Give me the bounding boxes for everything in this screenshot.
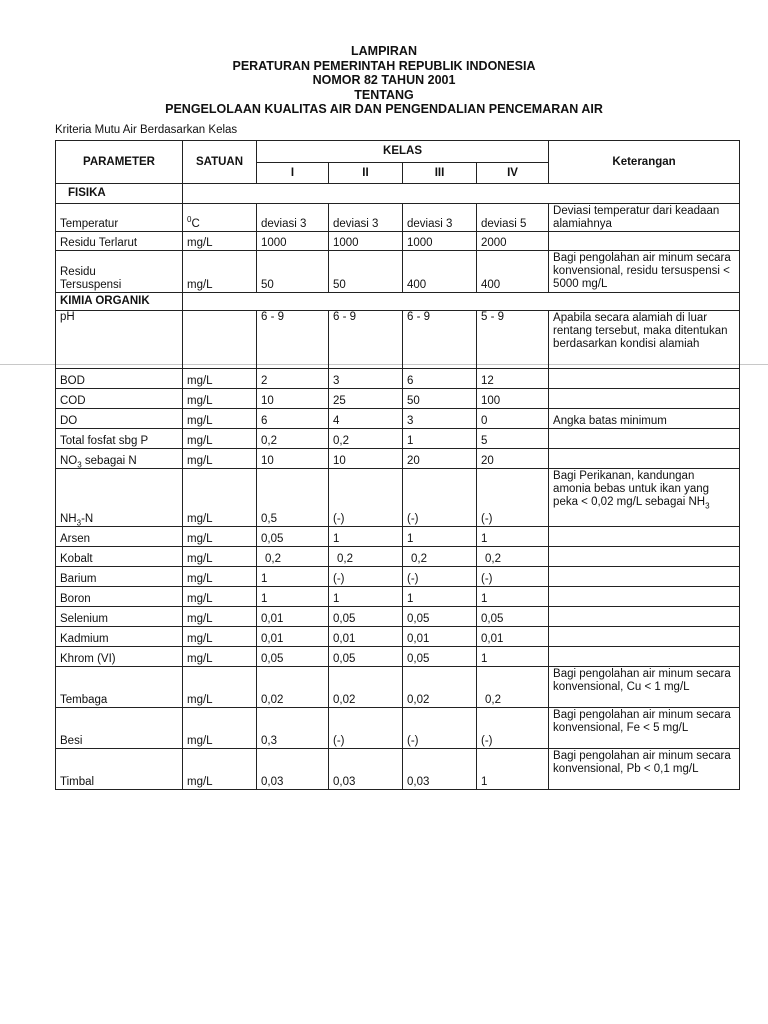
value-cell: 50 xyxy=(329,251,403,293)
value-cell: 0,01 xyxy=(257,607,329,627)
value-cell: deviasi 3 xyxy=(403,204,477,232)
unit-cell: mg/L xyxy=(183,429,257,449)
value-cell: 12 xyxy=(477,369,549,389)
value-cell: 400 xyxy=(403,251,477,293)
value-cell: 3 xyxy=(403,409,477,429)
value-cell: 0,03 xyxy=(257,749,329,790)
table-row xyxy=(56,567,740,587)
note-cell xyxy=(549,607,740,627)
table-caption: Kriteria Mutu Air Berdasarkan Kelas xyxy=(55,124,238,136)
value-cell: 0,2 xyxy=(257,429,329,449)
kelas-3-header: III xyxy=(403,163,477,184)
note-cell xyxy=(549,369,740,389)
value-cell: 3 xyxy=(329,369,403,389)
note-cell xyxy=(549,232,740,251)
value-cell: 20 xyxy=(403,449,477,469)
value-cell: 0,01 xyxy=(329,627,403,647)
note-cell xyxy=(549,449,740,469)
unit-cell: mg/L xyxy=(183,389,257,409)
value-cell: 0,03 xyxy=(329,749,403,790)
unit-cell: mg/L xyxy=(183,449,257,469)
value-cell: 25 xyxy=(329,389,403,409)
param-cell: Residu Tersuspensi xyxy=(56,251,183,293)
value-cell: (-) xyxy=(403,567,477,587)
value-cell: (-) xyxy=(329,708,403,749)
header-subject: PENGELOLAAN KUALITAS AIR DAN PENGENDALIAN PENCEMARAN AIR xyxy=(165,102,603,116)
note-cell xyxy=(549,647,740,667)
water-quality-table xyxy=(55,140,740,790)
value-cell: 1 xyxy=(257,587,329,607)
table-row xyxy=(56,667,740,708)
value-cell: 0,05 xyxy=(329,647,403,667)
unit-cell: mg/L xyxy=(183,567,257,587)
value-cell: 6 xyxy=(403,369,477,389)
value-cell: 1 xyxy=(329,527,403,547)
table-row xyxy=(56,311,740,369)
value-cell: 1 xyxy=(329,587,403,607)
table-row xyxy=(56,647,740,667)
value-cell: 1000 xyxy=(403,232,477,251)
section-label: KIMIA ORGANIK xyxy=(56,293,183,311)
param-cell: COD xyxy=(56,389,183,409)
header-tentang: TENTANG xyxy=(354,87,414,102)
value-cell: 5 - 9 xyxy=(477,311,549,369)
param-cell: Arsen xyxy=(56,527,183,547)
document-header xyxy=(0,44,768,117)
unit-cell: mg/L xyxy=(183,587,257,607)
unit-cell: $^0$C xyxy=(183,204,257,232)
table-row xyxy=(56,587,740,607)
value-cell: 1 xyxy=(257,567,329,587)
unit-cell: mg/L xyxy=(183,469,257,527)
unit-cell: mg/L xyxy=(183,409,257,429)
value-cell: 20 xyxy=(477,449,549,469)
value-cell: 0,3 xyxy=(257,708,329,749)
table-row xyxy=(56,627,740,647)
note-cell: Bagi Perikanan, kandungan amonia bebas untuk ikan yang peka < 0,02 mg/L sebagai $NH_3$ xyxy=(549,469,740,527)
col-header-parameter: PARAMETER xyxy=(56,141,183,184)
note-cell: Bagi pengolahan air minum secara konvensional, Cu < 1 mg/L xyxy=(549,667,740,708)
note-cell xyxy=(549,547,740,567)
value-cell: (-) xyxy=(477,567,549,587)
note-cell xyxy=(549,527,740,547)
section-label: FISIKA xyxy=(56,184,183,204)
value-cell: 0,01 xyxy=(403,627,477,647)
note-cell: Apabila secara alamiah di luar rentang tersebut, maka ditentukan berdasarkan kondisi alamiah xyxy=(549,311,740,369)
value-cell: 6 - 9 xyxy=(257,311,329,369)
note-cell xyxy=(549,567,740,587)
value-cell: 0,05 xyxy=(403,647,477,667)
unit-cell: mg/L xyxy=(183,547,257,567)
value-cell: 50 xyxy=(257,251,329,293)
param-cell: Khrom (VI) xyxy=(56,647,183,667)
note-cell: Angka batas minimum xyxy=(549,409,740,429)
header-regulation: PERATURAN PEMERINTAH REPUBLIK INDONESIA xyxy=(232,58,536,73)
param-cell: Besi xyxy=(56,708,183,749)
value-cell: 5 xyxy=(477,429,549,449)
value-cell: (-) xyxy=(403,708,477,749)
note-cell: Bagi pengolahan air minum secara konvensional, Pb < 0,1 mg/L xyxy=(549,749,740,790)
param-cell: pH xyxy=(56,311,183,369)
value-cell: 0,01 xyxy=(257,627,329,647)
value-cell: 6 - 9 xyxy=(329,311,403,369)
value-cell: deviasi 5 xyxy=(477,204,549,232)
value-cell: 1 xyxy=(477,587,549,607)
value-cell: 1000 xyxy=(257,232,329,251)
table-row xyxy=(56,469,740,527)
param-cell: BOD xyxy=(56,369,183,389)
note-cell: Deviasi temperatur dari keadaan alamiahnya xyxy=(549,204,740,232)
note-cell: Bagi pengolahan air minum secara konvensional, residu tersuspensi < 5000 mg/L xyxy=(549,251,740,293)
value-cell: 2 xyxy=(257,369,329,389)
value-cell: 0,05 xyxy=(257,647,329,667)
kelas-1-header: I xyxy=(257,163,329,184)
value-cell: (-) xyxy=(477,469,549,527)
value-cell: 0,02 xyxy=(329,667,403,708)
value-cell: (-) xyxy=(329,567,403,587)
value-cell: 4 xyxy=(329,409,403,429)
table-row xyxy=(56,708,740,749)
col-header-satuan: SATUAN xyxy=(183,141,257,184)
value-cell: 1 xyxy=(403,527,477,547)
param-cell: Selenium xyxy=(56,607,183,627)
unit-cell: mg/L xyxy=(183,647,257,667)
value-cell: 0,2 xyxy=(257,547,329,567)
value-cell: 0,2 xyxy=(477,667,549,708)
value-cell: 10 xyxy=(329,449,403,469)
value-cell: deviasi 3 xyxy=(257,204,329,232)
unit-cell: mg/L xyxy=(183,251,257,293)
table-row xyxy=(56,607,740,627)
table-row xyxy=(56,251,740,293)
param-cell: $NH_3-N$ xyxy=(56,469,183,527)
table-row xyxy=(56,749,740,790)
note-cell xyxy=(549,587,740,607)
value-cell: deviasi 3 xyxy=(329,204,403,232)
value-cell: 0,5 xyxy=(257,469,329,527)
param-cell: $NO_3$ sebagai N xyxy=(56,449,183,469)
unit-cell: mg/L xyxy=(183,232,257,251)
value-cell: 0,05 xyxy=(329,607,403,627)
value-cell: 2000 xyxy=(477,232,549,251)
unit-cell: mg/L xyxy=(183,607,257,627)
param-cell: Timbal xyxy=(56,749,183,790)
value-cell: 6 xyxy=(257,409,329,429)
value-cell: 0,2 xyxy=(477,547,549,567)
unit-cell: mg/L xyxy=(183,667,257,708)
table-row xyxy=(56,389,740,409)
table-row xyxy=(56,449,740,469)
param-cell: Kadmium xyxy=(56,627,183,647)
unit-cell: mg/L xyxy=(183,749,257,790)
table-row xyxy=(56,547,740,567)
header-lampiran: LAMPIRAN xyxy=(351,44,417,58)
unit-cell: mg/L xyxy=(183,369,257,389)
kelas-4-header: IV xyxy=(477,163,549,184)
note-cell xyxy=(549,627,740,647)
note-cell xyxy=(549,389,740,409)
section-row-fisika xyxy=(56,184,740,204)
header-number: NOMOR 82 TAHUN 2001 xyxy=(312,73,456,87)
param-cell: Boron xyxy=(56,587,183,607)
value-cell: 0,2 xyxy=(329,547,403,567)
note-cell: Bagi pengolahan air minum secara konvensional, Fe < 5 mg/L xyxy=(549,708,740,749)
value-cell: 50 xyxy=(403,389,477,409)
note-cell xyxy=(549,429,740,449)
value-cell: 10 xyxy=(257,449,329,469)
unit-cell: mg/L xyxy=(183,627,257,647)
unit-cell: mg/L xyxy=(183,708,257,749)
value-cell: 0,03 xyxy=(403,749,477,790)
section-row-kimia-organik xyxy=(56,293,740,311)
value-cell: 1000 xyxy=(329,232,403,251)
value-cell: 1 xyxy=(403,429,477,449)
value-cell: 0,02 xyxy=(403,667,477,708)
value-cell: 0,2 xyxy=(329,429,403,449)
param-cell: Barium xyxy=(56,567,183,587)
value-cell: (-) xyxy=(329,469,403,527)
value-cell: (-) xyxy=(403,469,477,527)
unit-cell: mg/L xyxy=(183,527,257,547)
col-header-kelas: KELAS xyxy=(257,141,549,163)
table-row xyxy=(56,204,740,232)
table-row xyxy=(56,527,740,547)
value-cell: 0,01 xyxy=(477,627,549,647)
param-cell: Temperatur xyxy=(56,204,183,232)
unit-cell xyxy=(183,311,257,369)
value-cell: (-) xyxy=(477,708,549,749)
value-cell: 10 xyxy=(257,389,329,409)
value-cell: 0,05 xyxy=(257,527,329,547)
param-cell: Residu Terlarut xyxy=(56,232,183,251)
param-cell: Total fosfat sbg P xyxy=(56,429,183,449)
value-cell: 1 xyxy=(477,527,549,547)
param-cell: Kobalt xyxy=(56,547,183,567)
param-cell: DO xyxy=(56,409,183,429)
value-cell: 400 xyxy=(477,251,549,293)
table-row xyxy=(56,429,740,449)
value-cell: 0 xyxy=(477,409,549,429)
param-cell: Tembaga xyxy=(56,667,183,708)
value-cell: 100 xyxy=(477,389,549,409)
col-header-keterangan: Keterangan xyxy=(549,141,740,184)
table-row xyxy=(56,369,740,389)
value-cell: 1 xyxy=(477,749,549,790)
value-cell: 1 xyxy=(403,587,477,607)
table-row xyxy=(56,232,740,251)
value-cell: 0,2 xyxy=(403,547,477,567)
kelas-2-header: II xyxy=(329,163,403,184)
value-cell: 1 xyxy=(477,647,549,667)
value-cell: 6 - 9 xyxy=(403,311,477,369)
value-cell: 0,02 xyxy=(257,667,329,708)
value-cell: 0,05 xyxy=(477,607,549,627)
table-row xyxy=(56,409,740,429)
value-cell: 0,05 xyxy=(403,607,477,627)
